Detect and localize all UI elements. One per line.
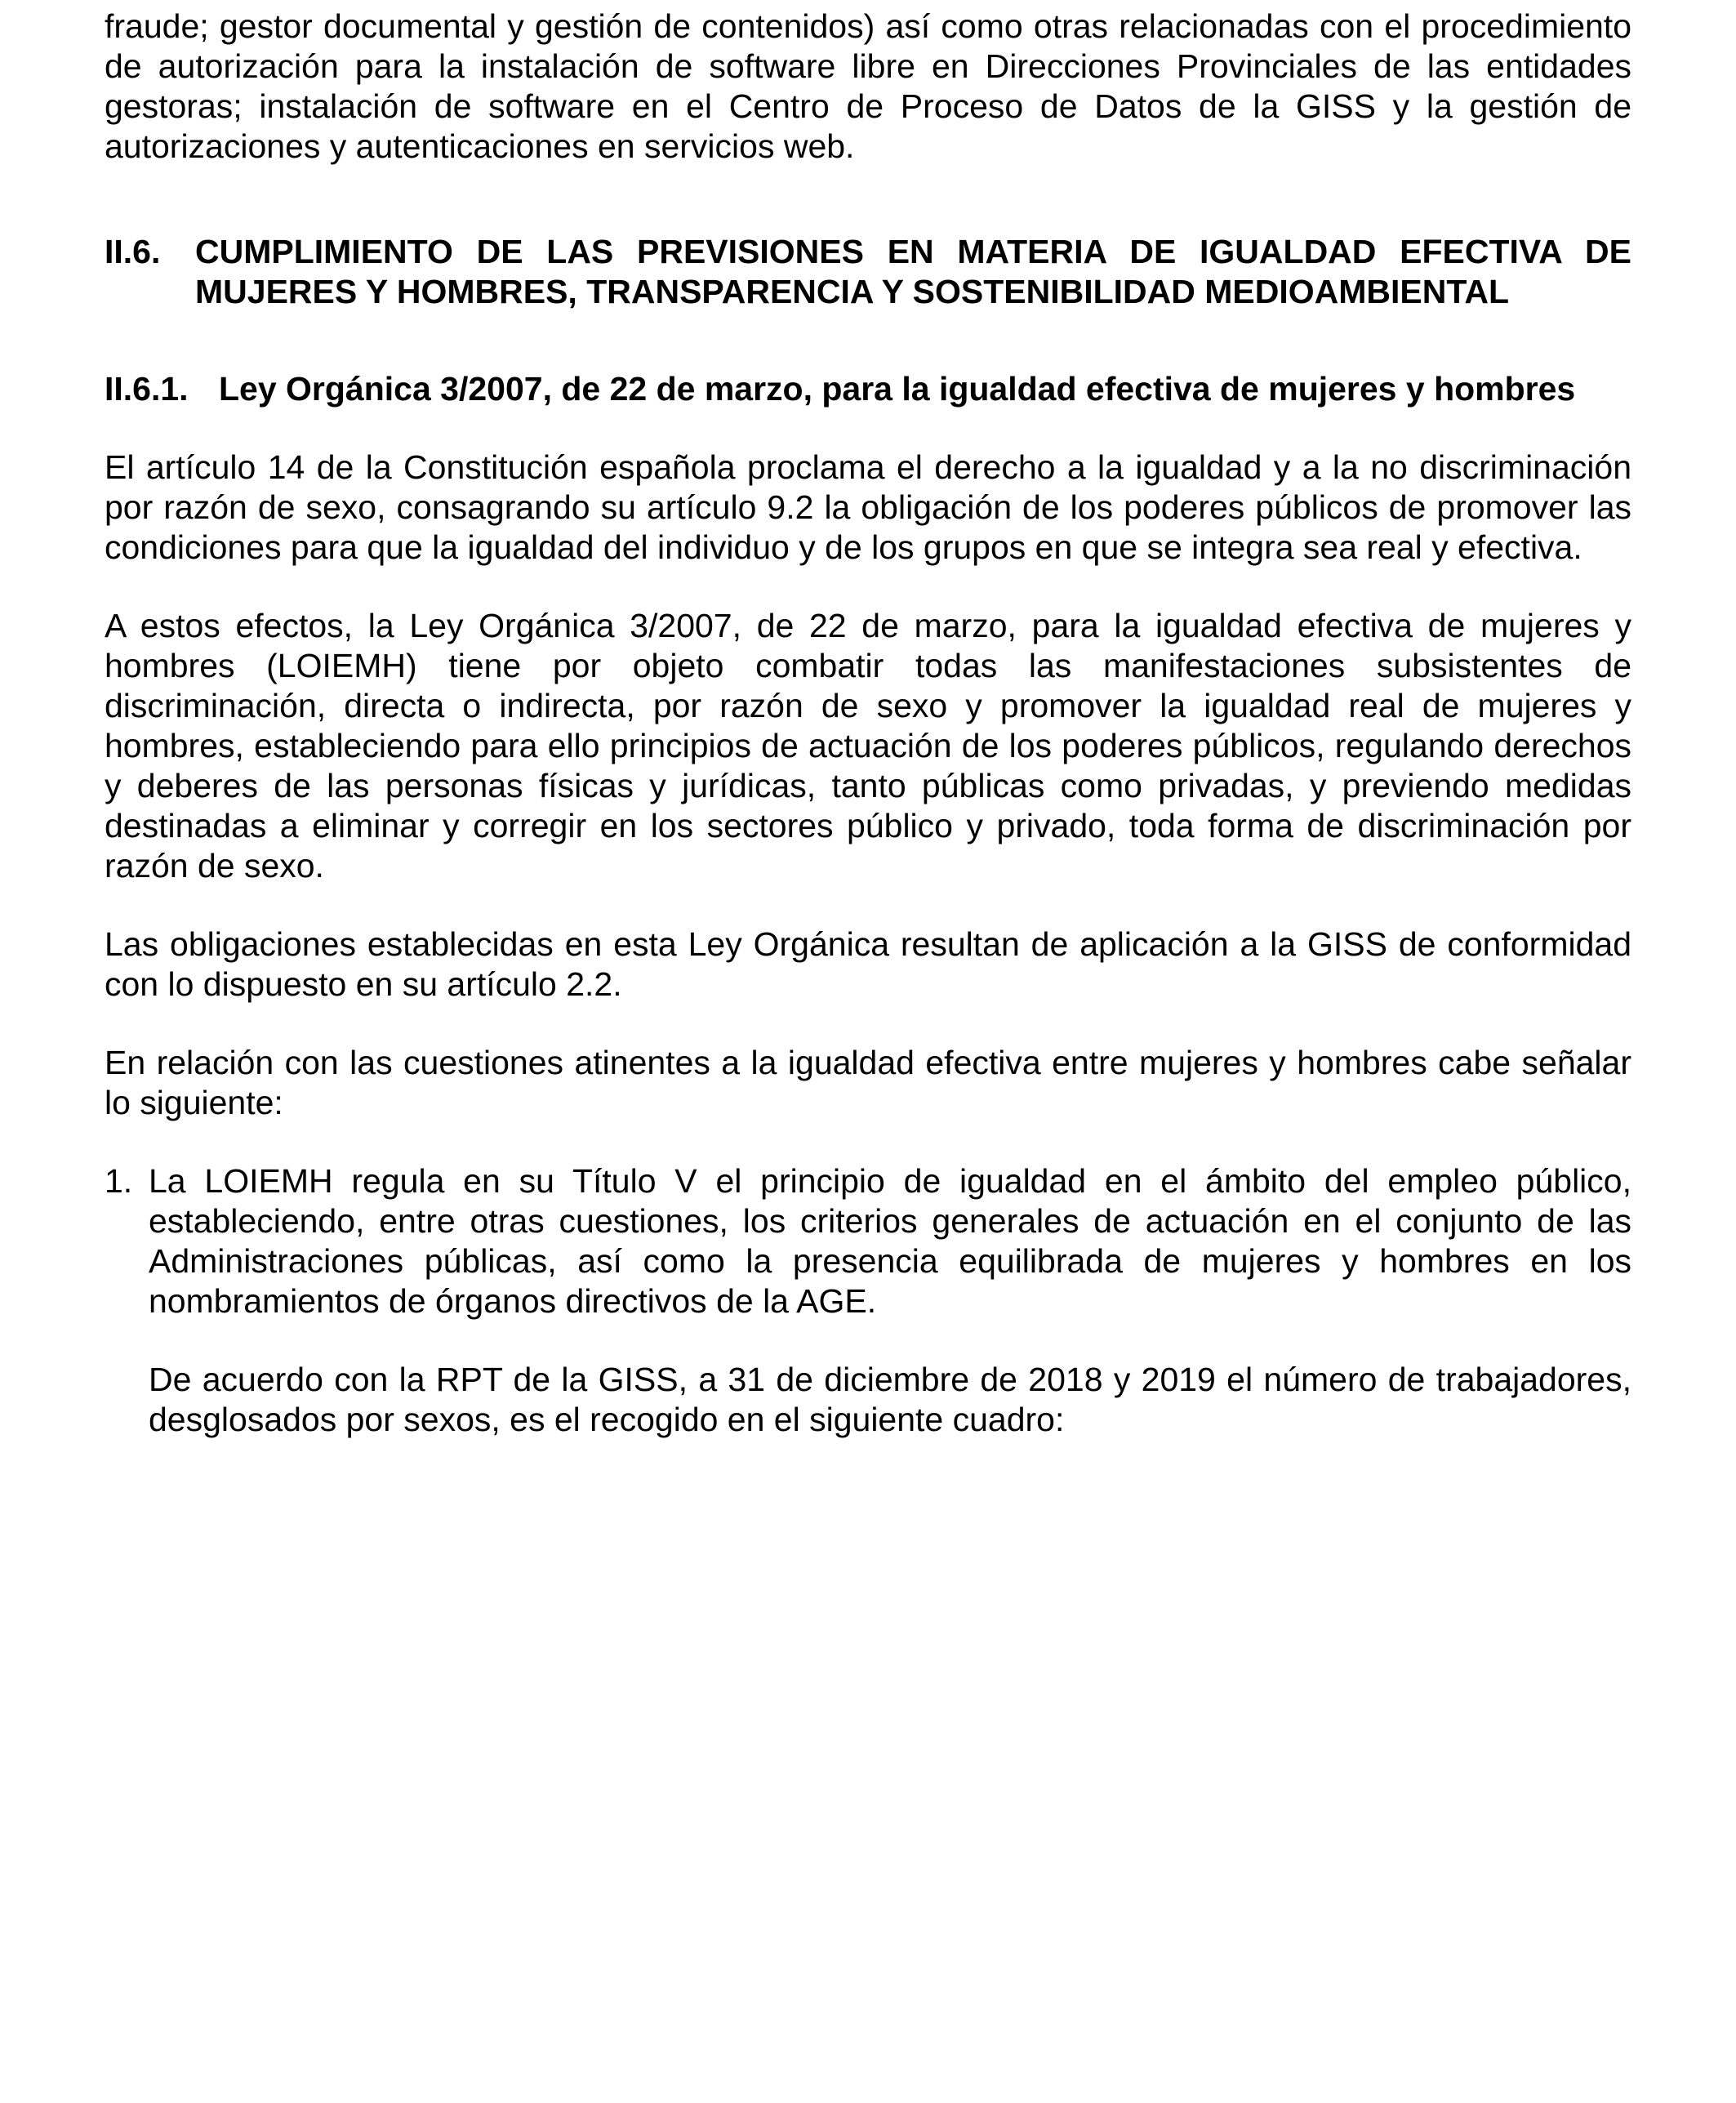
body-paragraph-loiemh-objeto: A estos efectos, la Ley Orgánica 3/2007, de 22 de marzo, para la igualdad efectiva de mujeres y hombres (LOIEMH) tiene por objeto combatir todas las manifestaciones subsistentes de discriminación, directa o indirecta, por razón de sexo y promover la igualdad real de mujeres y hombres, estableciendo para ello principios de actuación de los poderes públicos, regulando derechos y deberes de las personas físicas y jurídicas, tanto públicas como privadas, y previendo medidas destinadas a eliminar y corregir en los sectores público y privado, toda forma de discriminación por razón de sexo. (105, 607, 1631, 884)
section-number: II.6. (105, 233, 161, 270)
section-heading (105, 232, 1631, 312)
intro-paragraph: fraude; gestor documental y gestión de contenidos) así como otras relacionadas con el procedimiento de autorización para la instalación de software libre en Direcciones Provinciales de las entidades gestoras; instalación de software en el Centro de Proceso de Datos de la GISS y la gestión de autorizaciones y autenticaciones en servicios web. (105, 7, 1631, 165)
document-page (105, 0, 1631, 1440)
body-paragraph-constitucion: El artículo 14 de la Constitución española proclama el derecho a la igualdad y a la no discriminación por razón de sexo, consagrando su artículo 9.2 la obligación de los poderes públicos de promover las condiciones para que la igualdad del individuo y de los grupos en que se integra sea real y efectiva. (105, 448, 1631, 566)
body-paragraph-aplicacion-giss: Las obligaciones establecidas en esta Ley Orgánica resultan de aplicación a la GISS de conformidad con lo dispuesto en su artículo 2.2. (105, 925, 1631, 1003)
list-item-paragraph-rpt: De acuerdo con la RPT de la GISS, a 31 de diciembre de 2018 y 2019 el número de trabajadores, desglosados por sexos, es el recogido en el siguiente cuadro: (149, 1361, 1631, 1438)
subsection-heading (105, 369, 1631, 409)
list-item-paragraph-titulo-v: La LOIEMH regula en su Título V el principio de igualdad en el ámbito del empleo público, estableciendo, entre otras cuestiones, los criterios generales de actuación en el conjunto de las Administraciones públicas, así como la presencia equilibrada de mujeres y hombres en los nombramientos de órganos directivos de la AGE. (149, 1162, 1631, 1320)
body-paragraph-relacion: En relación con las cuestiones atinentes a la igualdad efectiva entre mujeres y hombres cabe señalar lo siguiente: (105, 1044, 1631, 1121)
list-item (105, 1161, 1631, 1440)
list-item-body (149, 1161, 1631, 1440)
numbered-list (105, 1161, 1631, 1440)
section-title: CUMPLIMIENTO DE LAS PREVISIONES EN MATERIA DE IGUALDAD EFECTIVA DE MUJERES Y HOMBRES, TRANSPARENCIA Y SOSTENIBILIDAD MEDIOAMBIENTAL (195, 233, 1631, 310)
subsection-title: Ley Orgánica 3/2007, de 22 de marzo, para la igualdad efectiva de mujeres y hombres (219, 370, 1576, 408)
subsection-number: II.6.1. (105, 370, 189, 408)
list-item-marker: 1. (105, 1162, 133, 1200)
